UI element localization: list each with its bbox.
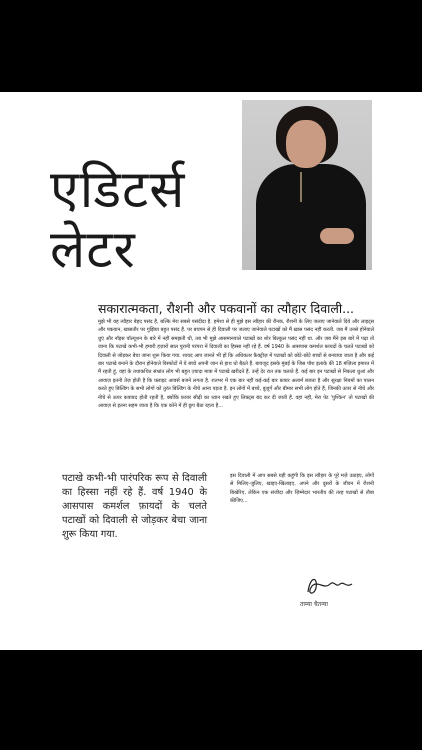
article-body-top: मुझे भी यह त्यौहार बेहद पसंद है, बल्कि मेरा सबसे पसंदीदा है. हमेशा से ही मुझे इस त्यौहार की रौनक, रौशनी के लिए जलाए जानेवाले दिये और लाइट्स और पकवान, खासतौर पर गुझिया बहुत पसंद हैं. पर बचपन से ही दिवाली पर जलाए जानेवाले पटाखों को मैं ख़ास पसंद नहीं करती. जब मैं उनसे होनेवाले धुएं और नॉइस पॉल्यूशन के बारे में नहीं समझती थी, तब भी मुझे आसमानवाले पटाखों का शोर बिल्कुल पसंद नहीं था. और जब मैंने इस बारे में पढ़ा तो जाना कि पटाखे कभी-भी हमारी हज़ारों साल पुरानी परंपरा में दिवाली का हिस्सा नहीं रहे हैं. वर्ष 1940 के आसपास कमर्शल फ़ायदों के चलते पटाखों को दिवाली से जोड़कर बेचा जाना शुरू किया गया. शायद आप जानते भी हों कि अधिकतर फ़ैक्ट्रीज़ में पटाखों को छोटे-छोटे बच्चों से बनवाया जाता है और कई बार पटाखे बनाने के दौरान होनेवाले विस्फोटों में ये बच्चे अपनी जान से हाथ धो बैठते हैं. बावजूद इसके मुंबई के जिस पॉश इलाके की 18 मंज़िला इमारत में मैं रहती हूं, वहां के तथाकथित संभ्रांत लोग भी बहुत ज़्यादा मात्रा में पटाखे ख़रीदते हैं. उन्हें देर रात तक चलाते हैं. कई बार इन पटाखों से निकला धुआं और आवाज़ इतनी तेज़ होती है कि फ़्लाइट आवर्स बजने लगता है. रातभर में एक बार नहीं कई-कई बार फ़ायर अलार्म बजता है और सुरक्षा नियमों का पालन करते हुए बिल्डिंग के सभी लोगों को तुरंत बिल्डिंग के नीचे आना पड़ता है. इन लोगों में बच्चे, बुज़ुर्ग और बीमार सभी लोग होते हैं, जिनकी ऊपर से नीचे और नीचे से ऊपर कवायद होती रहती है, क्योंकि फ़ायर सीढ़ी का ध्यान रखते हुए लिफ़्ट्स बंद कर दी जाती हैं. वहां नहीं, मेरा पेट 'पुश्किन' तो पटाखों की आवाज़ से इतना सहम जाता है कि एक कोने में ही छुप बैठा रहता है... [98,319,374,410]
article-body-closing: इस दिवाली में आप सबसे यही कहूंगी कि इस त्यौहार के पूरे मज़े उठाइए, लोगों से मिलिए-जुलिए, खाइए-खिलाइए, अपने और दूसरों के जीवन में रौशनी बिखेरिए, लेकिन एक संजीदा और ज़िम्मेदार भारतीय की तरह पटाखों से तौबा कीजिए... [230,473,374,505]
signature-name: ताम्या चैतन्या [300,601,328,608]
page-title [50,160,240,280]
title-line-2: लेटर [50,220,136,280]
editor-photo [242,100,372,270]
signature-image [302,572,362,598]
article-subheading: सकारात्मकता, रौशनी और पकवानों का त्यौहार दिवाली... [98,301,355,316]
pull-quote: पटाखे कभी-भी पारंपरिक रूप से दिवाली का हिस्सा नहीं रहे हैं. वर्ष 1940 के आसपास कमर्शल फ़ायदों के चलते पटाखों को दिवाली से जोड़कर बेचा जाना शुरू किया गया. [62,473,207,540]
magazine-page [0,92,422,650]
title-line-1: एडिटर्स [50,160,186,220]
